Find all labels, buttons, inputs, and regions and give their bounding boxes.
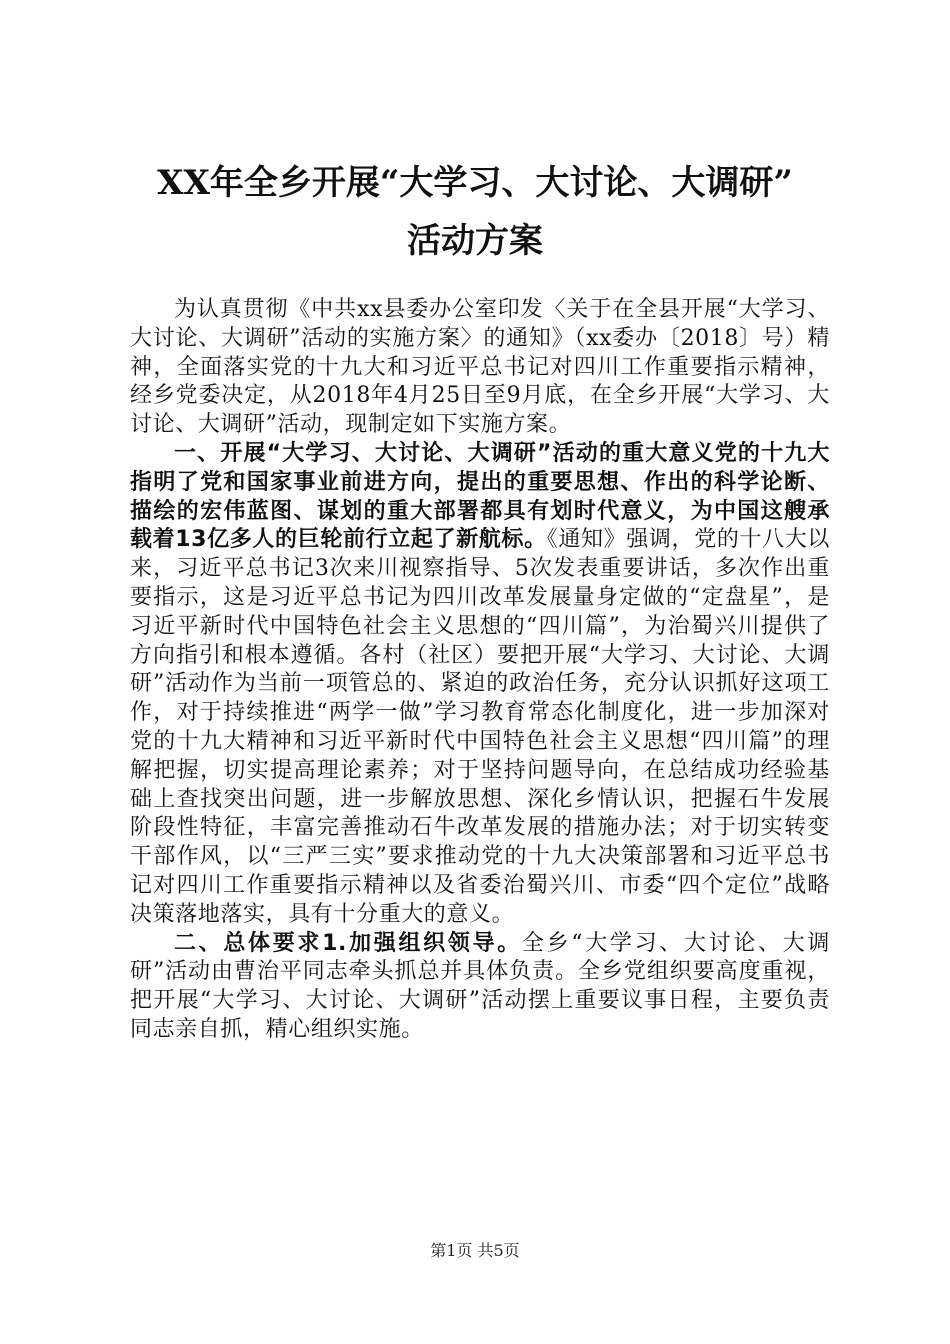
section-1-heading: 一、开展“大学习、大讨论、大调研”活动的重大意义党的十九大指明了党和国家事业前进方向，提出的重要思想、作出的科学论断、描绘的宏伟蓝图、谋划的重大部署都具有划时代意义，为中国这艘承载着13亿多人的巨轮前行立起了新航标。 [130,440,830,553]
paragraph-text: 《通知》强调，党的十八大以来，习近平总书记3次来川视察指导、5次发表重要讲话，多次作出重要指示，这是习近平总书记为四川改革发展量身定做的“定盘星”，是习近平新时代中国特色社会主义思想的“四川篇”，为治蜀兴川提供了方向指引和根本遵循。各村（社区）要把开展“大学习、大讨论、大调研”活动作为当前一项管总的、紧迫的政治任务，充分认识抓好这项工作，对于持续推进“两学一做”学习教育常态化制度化，进一步加深对党的十九大精神和习近平新时代中国特色社会主义思想“四川篇”的理解把握，切实提高理论素养；对于坚持问题导向，在总结成功经验基础上查找突出问题，进一步解放思想、深化乡情认识，把握石牛发展阶段性特征，丰富完善推动石牛改革发展的措施办法；对于切实转变干部作风，以“三严三实”要求推动党的十九大决策部署和习近平总书记对四川工作重要指示精神以及省委治蜀兴川、市委“四个定位”战略决策落地落实，具有十分重大的意义。 [130,527,830,927]
document-body [130,296,830,1045]
paragraph-intro [130,296,830,440]
paragraph-text: 全乡“大学习、大讨论、大调研”活动由曹治平同志牵头抓总并具体负责。全乡党组织要高度重视，把开展“大学习、大讨论、大调研”活动摆上重要议事日程，主要负责同志亲自抓，精心组织实施。 [130,930,830,1042]
paragraph-section-1 [130,440,830,930]
page-number-footer: 第1页 共5页 [430,1241,520,1260]
document-title-line-2: 活动方案 [407,221,543,261]
document-title-line-1: XX年全乡开展“大学习、大讨论、大调研” [157,163,793,203]
section-2-heading: 二、总体要求1.加强组织领导。 [174,930,522,956]
paragraph-section-2 [130,930,830,1045]
paragraph-text: 为认真贯彻《中共xx县委办公室印发〈关于在全县开展“大学习、大讨论、大调研”活动的实施方案〉的通知》（xx委办〔2018〕号）精神，全面落实党的十九大和习近平总书记对四川工作重要指示精神，经乡党委决定，从2018年4月25日至9月底，在全乡开展“大学习、大讨论、大调研”活动，现制定如下实施方案。 [130,297,830,438]
